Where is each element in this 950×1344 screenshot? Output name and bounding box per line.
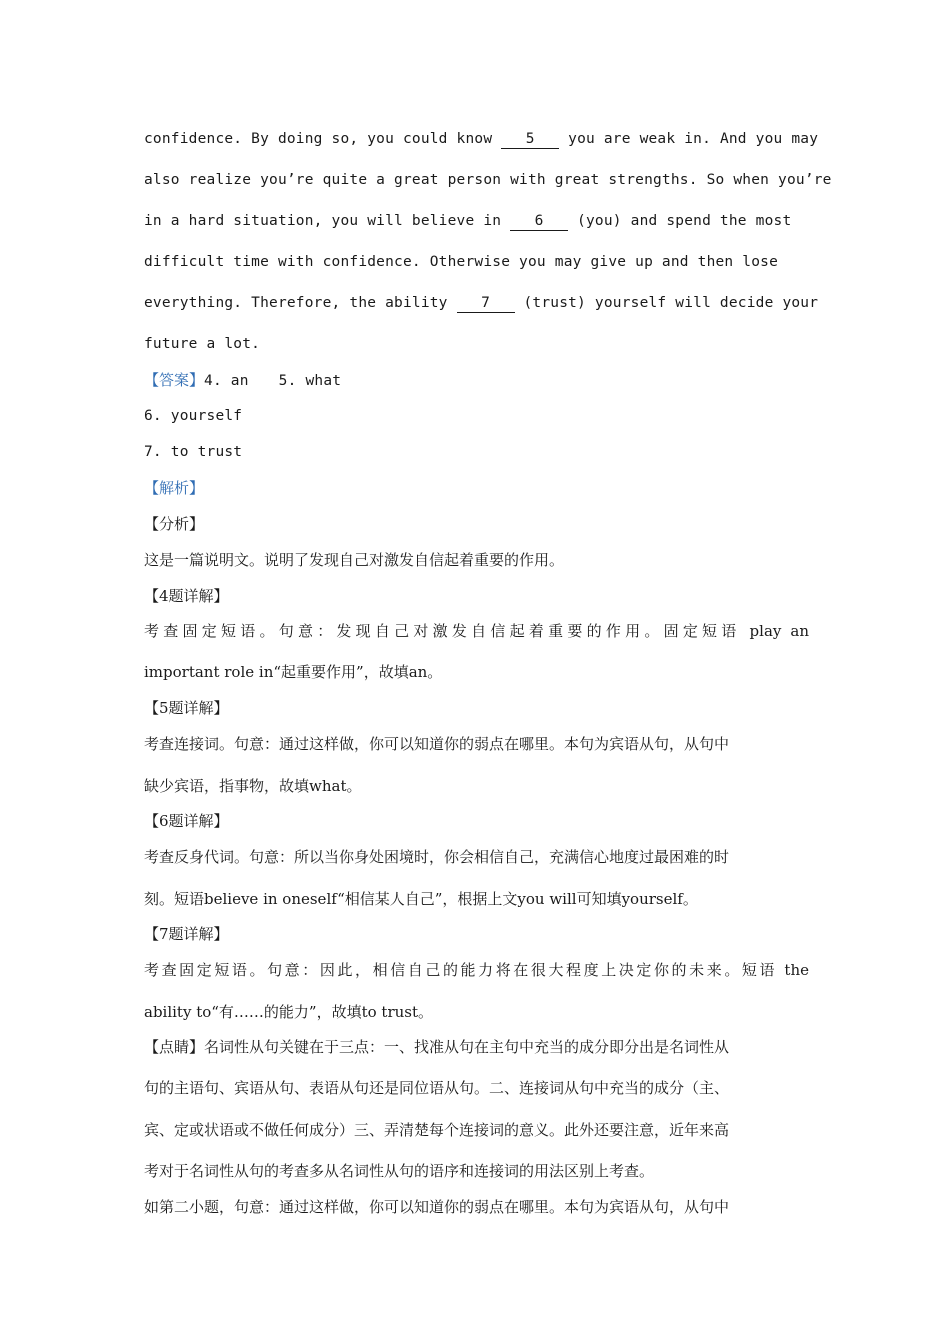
fenxi-text: 这是一篇说明文。说明了发现自己对激发自信起着重要的作用。	[144, 551, 565, 569]
passage-text: (trust) yourself will decide your	[514, 295, 819, 311]
dianjing-tag: 【点睛】	[144, 1038, 205, 1056]
dianjing-line-1	[144, 1037, 729, 1057]
q5-tag: 【5题详解】	[144, 699, 229, 717]
q7-line-1: 考查固定短语。句意：因此，相信自己的能力将在很大程度上决定你的未来。短语 the	[144, 961, 809, 979]
answer-5: 5. what	[278, 373, 342, 389]
passage-text: in a hard situation, you will believe in	[144, 213, 511, 229]
passage-line-5	[144, 293, 818, 313]
blank-7: 7	[457, 294, 515, 313]
passage-text: confidence. By doing so, you could know	[144, 131, 502, 147]
dianjing-line-2: 句的主语句、宾语从句、表语从句还是同位语从句。二、连接词从句中充当的成分（主、	[144, 1079, 730, 1097]
q5-line-2: 缺少宾语，指事物，故填what。	[144, 777, 362, 795]
analysis-tag: 【解析】	[144, 479, 205, 497]
answer-line	[144, 370, 341, 391]
answer-7: 7. to trust	[144, 444, 243, 460]
answer-4: 4. an	[204, 373, 249, 389]
passage-line-1	[144, 129, 818, 149]
q4-tag: 【4题详解】	[144, 587, 229, 605]
blank-5: 5	[501, 130, 559, 149]
final-line: 如第二小题，句意：通过这样做，你可以知道你的弱点在哪里。本句为宾语从句，从句中	[144, 1198, 730, 1216]
passage-line-4: difficult time with confidence. Otherwise you may give up and then lose	[144, 254, 779, 270]
q7-tag: 【7题详解】	[144, 925, 229, 943]
q4-line-2: important role in“起重要作用”，故填an。	[144, 663, 443, 681]
passage-line-2: also realize you’re quite a great person with great strengths. So when you’re	[144, 172, 832, 188]
q7-line-2: ability to“有……的能力”，故填to trust。	[144, 1003, 434, 1021]
passage-line-3	[144, 211, 791, 231]
passage-text: (you) and spend the most	[568, 213, 792, 229]
q6-tag: 【6题详解】	[144, 812, 229, 830]
fenxi-tag: 【分析】	[144, 515, 205, 533]
q6-line-2: 刻。短语believe in oneself“相信某人自己”，根据上文you will可知填yourself。	[144, 890, 698, 908]
q4-line-1: 考查固定短语。句意：发现自己对激发自信起着重要的作用。固定短语 play an	[144, 622, 809, 640]
blank-6: 6	[510, 212, 568, 231]
passage-line-6: future a lot.	[144, 336, 261, 352]
dianjing-line-4: 考对于名词性从句的考查多从名词性从句的语序和连接词的用法区别上考查。	[144, 1162, 655, 1180]
answer-tag: 【答案】	[144, 371, 205, 389]
dianjing-text: 名词性从句关键在于三点：一、找准从句在主句中充当的成分即分出是名词性从	[204, 1038, 730, 1056]
answer-6: 6. yourself	[144, 408, 243, 424]
passage-text: everything. Therefore, the ability	[144, 295, 457, 311]
q5-line-1: 考查连接词。句意：通过这样做，你可以知道你的弱点在哪里。本句为宾语从句，从句中	[144, 735, 730, 753]
q6-line-1: 考查反身代词。句意：所以当你身处困境时，你会相信自己，充满信心地度过最困难的时	[144, 848, 730, 866]
passage-text: you are weak in. And you may	[559, 131, 819, 147]
dianjing-line-3: 宾、定或状语或不做任何成分）三、弄清楚每个连接词的意义。此外还要注意，近年来高	[144, 1121, 730, 1139]
